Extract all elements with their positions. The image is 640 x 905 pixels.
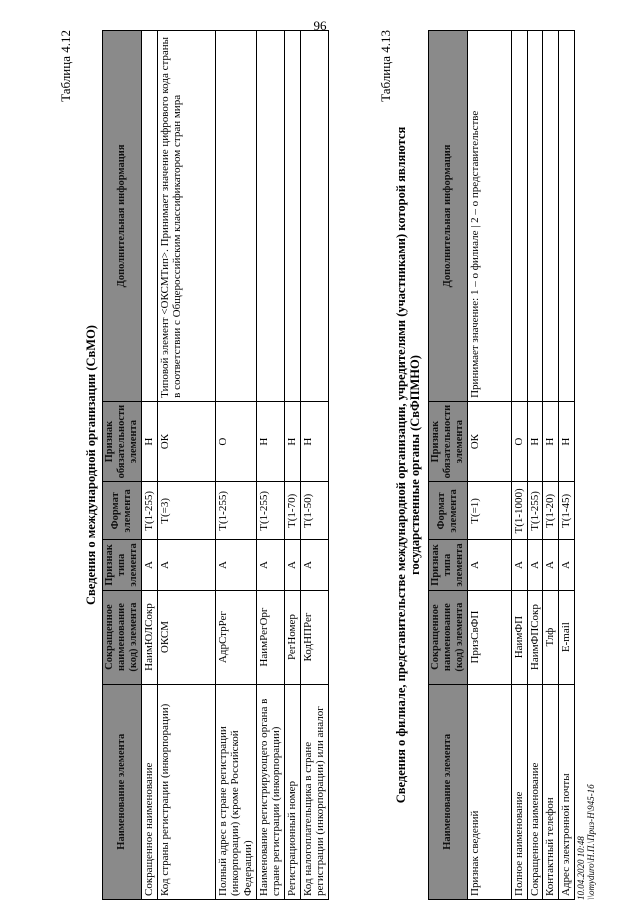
cell-format: T(1-45) bbox=[559, 482, 575, 540]
table-label-4-13: Таблица 4.13 bbox=[378, 30, 393, 102]
cell-required: ОК bbox=[157, 401, 215, 482]
cell-required: Н bbox=[559, 401, 575, 482]
cell-required: Н bbox=[543, 401, 559, 482]
cell-name: Адрес электронной почты bbox=[559, 684, 575, 899]
cell-code: НаимЮЛСокр bbox=[142, 590, 158, 684]
cell-type: А bbox=[157, 540, 215, 590]
table-title-4-12: Сведения о международной организации (СвМО) bbox=[84, 325, 98, 605]
table-row bbox=[142, 31, 158, 900]
cell-code: ОКСМ bbox=[157, 590, 215, 684]
cell-code: НаимРегОрг bbox=[256, 590, 284, 684]
cell-format: T(1-255) bbox=[215, 482, 256, 540]
cell-type: А bbox=[559, 540, 575, 590]
rotated-page-content bbox=[40, 30, 600, 900]
header-format: Формат элемента bbox=[103, 482, 142, 540]
cell-type: А bbox=[300, 540, 328, 590]
cell-type: А bbox=[468, 540, 512, 590]
cell-name: Полный адрес в стране регистрации (инкорпорации) (кроме Российской Федерации) bbox=[215, 684, 256, 899]
table-row bbox=[157, 31, 215, 900]
cell-code: Тлф bbox=[543, 590, 559, 684]
cell-format: T(1-255) bbox=[142, 482, 158, 540]
cell-code: АдрСтрРег bbox=[215, 590, 256, 684]
cell-info bbox=[512, 31, 528, 402]
cell-name: Сокращенное наименование bbox=[527, 684, 543, 899]
cell-code: КодНПРег bbox=[300, 590, 328, 684]
cell-code: НаимФПСокр bbox=[527, 590, 543, 684]
cell-info: Принимает значение: 1 – о филиале | 2 – о представительстве bbox=[468, 31, 512, 402]
cell-name: Код страны регистрации (инкорпорации) bbox=[157, 684, 215, 899]
table-4-12 bbox=[102, 30, 329, 900]
table-row bbox=[300, 31, 328, 900]
cell-info bbox=[300, 31, 328, 402]
cell-code: РегНомер bbox=[285, 590, 301, 684]
cell-format: T(=3) bbox=[157, 482, 215, 540]
cell-required: Н bbox=[285, 401, 301, 482]
header-code: Сокращенное наименование (код) элемента bbox=[103, 590, 142, 684]
cell-info bbox=[285, 31, 301, 402]
table-row bbox=[512, 31, 528, 900]
cell-code: НаимФП bbox=[512, 590, 528, 684]
print-stamp bbox=[576, 784, 597, 900]
table-header-row bbox=[103, 31, 142, 900]
cell-required: Н bbox=[300, 401, 328, 482]
print-stamp-date: 10.04.2020 10:48 bbox=[576, 836, 586, 900]
cell-info bbox=[543, 31, 559, 402]
header-code: Сокращенное наименование (код) элемента bbox=[429, 590, 468, 684]
table-row bbox=[215, 31, 256, 900]
cell-required: ОК bbox=[468, 401, 512, 482]
cell-type: А bbox=[527, 540, 543, 590]
table-row bbox=[527, 31, 543, 900]
page-number: 96 bbox=[313, 18, 327, 33]
cell-format: T(1-70) bbox=[285, 482, 301, 540]
table-row bbox=[559, 31, 575, 900]
cell-format: T(=1) bbox=[468, 482, 512, 540]
cell-type: А bbox=[215, 540, 256, 590]
cell-required: Н bbox=[142, 401, 158, 482]
cell-type: А bbox=[142, 540, 158, 590]
cell-code: E-mail bbox=[559, 590, 575, 684]
header-name: Наименование элемента bbox=[429, 684, 468, 899]
cell-info bbox=[142, 31, 158, 402]
cell-type: А bbox=[256, 540, 284, 590]
table-row bbox=[468, 31, 512, 900]
cell-name: Сокращенное наименование bbox=[142, 684, 158, 899]
cell-required: О bbox=[512, 401, 528, 482]
cell-code: ПризСвФП bbox=[468, 590, 512, 684]
cell-name: Код налогоплательщика в стране регистрации (инкорпорации) или аналог bbox=[300, 684, 328, 899]
cell-name: Признак сведений bbox=[468, 684, 512, 899]
header-required: Признак обязательности элемента bbox=[103, 401, 142, 482]
cell-name: Полное наименование bbox=[512, 684, 528, 899]
cell-format: T(1-1000) bbox=[512, 482, 528, 540]
cell-type: А bbox=[512, 540, 528, 590]
cell-type: А bbox=[543, 540, 559, 590]
table-label-4-12: Таблица 4.12 bbox=[58, 30, 73, 102]
cell-required: О bbox=[215, 401, 256, 482]
table-header-row bbox=[429, 31, 468, 900]
cell-format: T(1-255) bbox=[256, 482, 284, 540]
header-info: Дополнительная информация bbox=[429, 31, 468, 402]
cell-name: Наименование регистрирующего органа в стране регистрации (инкорпорации) bbox=[256, 684, 284, 899]
table-4-13 bbox=[428, 30, 575, 900]
cell-format: T(1-50) bbox=[300, 482, 328, 540]
cell-type: А bbox=[285, 540, 301, 590]
cell-required: Н bbox=[527, 401, 543, 482]
cell-required: Н bbox=[256, 401, 284, 482]
header-type: Признак типа элемента bbox=[103, 540, 142, 590]
cell-name: Регистрационный номер bbox=[285, 684, 301, 899]
cell-format: T(1-20) bbox=[543, 482, 559, 540]
table-title-4-13: Сведения о филиале, представительстве международной организации, учредителями (участниками) которой являются государственные органы (СвФПМНО) bbox=[394, 126, 423, 804]
cell-info bbox=[215, 31, 256, 402]
header-name: Наименование элемента bbox=[103, 684, 142, 899]
cell-info bbox=[527, 31, 543, 402]
header-format: Формат элемента bbox=[429, 482, 468, 540]
table-row bbox=[256, 31, 284, 900]
header-info: Дополнительная информация bbox=[103, 31, 142, 402]
print-stamp-path: \\omyduro\Н.П.\Приз-Н\945-1б bbox=[586, 784, 597, 900]
cell-info bbox=[256, 31, 284, 402]
header-required: Признак обязательности элемента bbox=[429, 401, 468, 482]
cell-info: Типовой элемент <ОКСМТип>. Принимает значение цифрового кода страны в соответствии с Общероссийским классификатором стран мира bbox=[157, 31, 215, 402]
table-row bbox=[543, 31, 559, 900]
cell-info bbox=[559, 31, 575, 402]
cell-name: Контактный телефон bbox=[543, 684, 559, 899]
header-type: Признак типа элемента bbox=[429, 540, 468, 590]
table-row bbox=[285, 31, 301, 900]
cell-format: T(1-255) bbox=[527, 482, 543, 540]
